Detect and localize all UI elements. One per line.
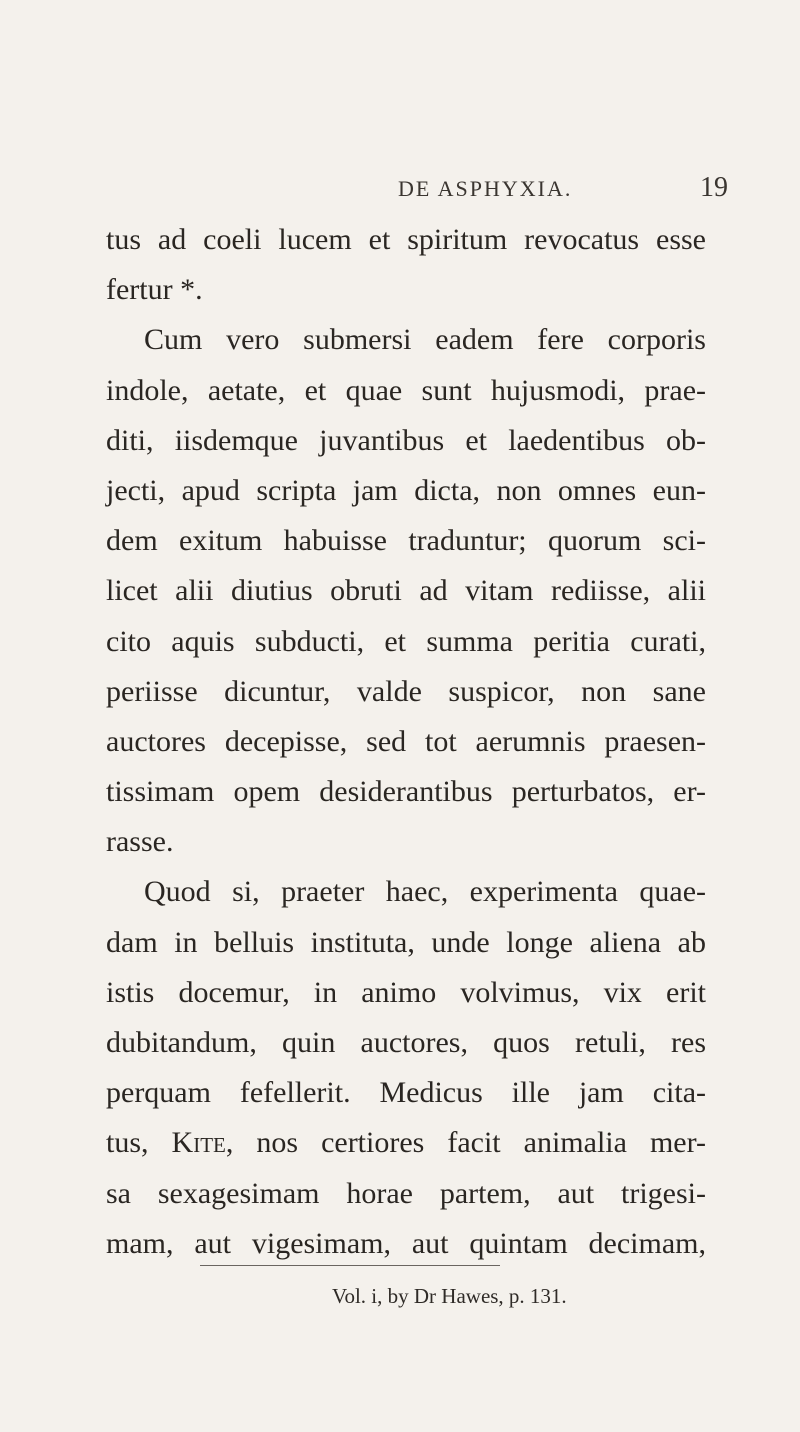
- line-prefix: tus,: [106, 1126, 149, 1160]
- text-line: dem exitum habuisse traduntur; quorum sci-: [106, 524, 706, 558]
- author-name: Kite: [171, 1126, 226, 1160]
- text-line: perquam fefellerit. Medicus ille jam cita-: [106, 1076, 706, 1110]
- running-title: DE ASPHYXIA.: [398, 176, 573, 201]
- text-line: istis docemur, in animo volvimus, vix erit: [106, 975, 706, 1009]
- text-line: fertur *.: [106, 273, 203, 307]
- text-line: periisse dicuntur, valde suspicor, non sane: [106, 674, 706, 708]
- text-line: dam in belluis instituta, unde longe aliena ab: [106, 925, 706, 959]
- text-line: mam, aut vigesimam, aut quintam decimam,: [106, 1226, 706, 1260]
- text-line: indole, aetate, et quae sunt hujusmodi, prae-: [106, 373, 706, 407]
- running-head: [0, 172, 800, 210]
- text-line: rasse.: [106, 825, 174, 859]
- line-suffix: , nos certiores facit animalia mer-: [225, 1126, 706, 1160]
- text-line: tus ad coeli lucem et spiritum revocatus esse: [106, 223, 706, 256]
- text-line: jecti, apud scripta jam dicta, non omnes eun-: [106, 473, 706, 507]
- text-line: auctores decepisse, sed tot aerumnis praesen-: [106, 724, 706, 758]
- text-line: diti, iisdemque juvantibus et laedentibus ob-: [106, 423, 706, 457]
- footnote-rule: [200, 1265, 500, 1266]
- text-line: sa sexagesimam horae partem, aut trigesi-: [106, 1176, 706, 1210]
- text-line: licet alii diutius obruti ad vitam rediisse, alii: [106, 574, 706, 608]
- text-line-with-name: [106, 1118, 706, 1168]
- text-line: dubitandum, quin auctores, quos retuli, res: [106, 1026, 706, 1059]
- footnote: Vol. i, by Dr Hawes, p. 131.: [332, 1284, 567, 1308]
- text-line: Cum vero submersi eadem fere corporis: [144, 323, 706, 357]
- body-text: [106, 215, 706, 1269]
- page-number: 19: [700, 172, 728, 203]
- text-line: cito aquis subducti, et summa peritia curati,: [106, 624, 706, 658]
- text-line: Quod si, praeter haec, experimenta quae-: [144, 875, 706, 909]
- text-line: tissimam opem desiderantibus perturbatos, er-: [106, 775, 706, 809]
